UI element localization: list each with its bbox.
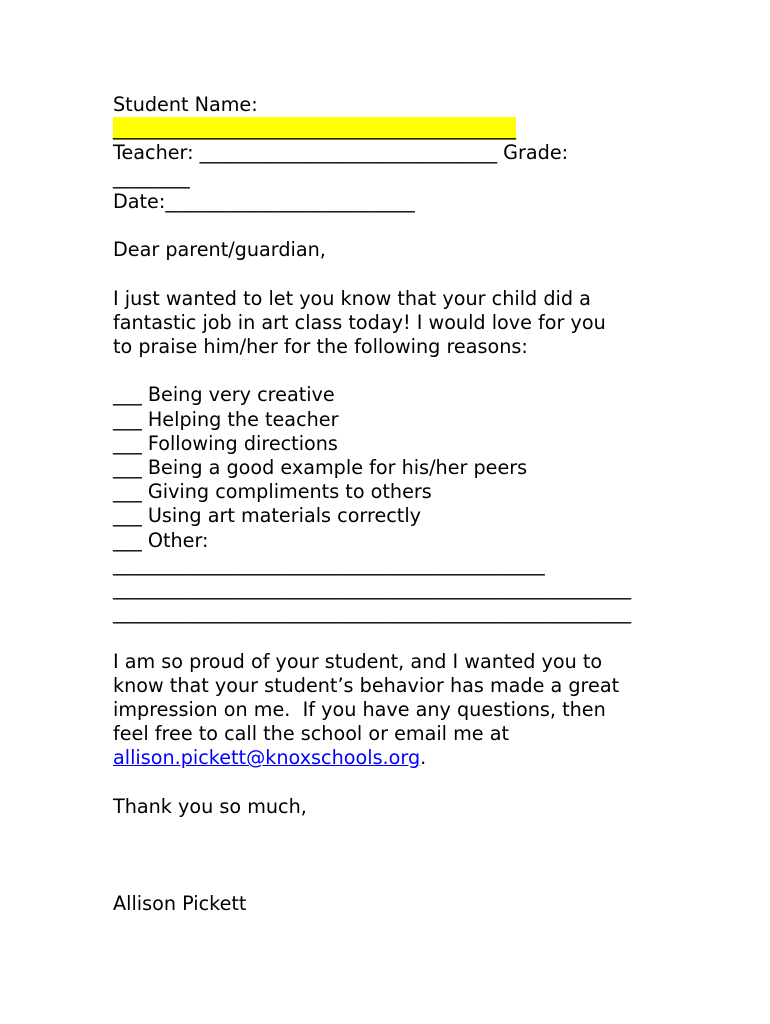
closing-line: know that your student’s behavior has made a great	[113, 673, 620, 697]
spacer	[113, 819, 673, 892]
other-blank-line[interactable]: _____________________________________________	[113, 552, 545, 576]
reason-item-compliments[interactable]: ___ Giving compliments to others	[113, 480, 432, 504]
reason-item-directions[interactable]: ___ Following directions	[113, 431, 338, 455]
closing-line: impression on me. If you have any questions, then	[113, 698, 606, 722]
student-name-field[interactable]	[113, 117, 673, 141]
reason-item-creative[interactable]: ___ Being very creative	[113, 383, 335, 407]
email-suffix: .	[420, 746, 427, 770]
spacer	[113, 359, 673, 383]
teacher-grade-line[interactable]: Teacher: _______________________________ Grade:	[113, 141, 569, 165]
reason-item-helping[interactable]: ___ Helping the teacher	[113, 407, 339, 431]
closing-line: I am so proud of your student, and I wanted you to	[113, 649, 603, 673]
salutation: Dear parent/guardian,	[113, 238, 326, 262]
reason-item-materials[interactable]: ___ Using art materials correctly	[113, 504, 422, 528]
student-name-blank[interactable]: __________________________________________	[113, 117, 516, 141]
intro-line: fantastic job in art class today! I would love for you	[113, 310, 606, 334]
spacer	[113, 625, 673, 649]
student-name-label: Student Name:	[113, 93, 258, 116]
spacer	[113, 214, 673, 238]
intro-line: to praise him/her for the following reasons:	[113, 335, 528, 358]
intro-line: I just wanted to let you know that your child did a	[113, 286, 591, 310]
grade-blank[interactable]: ________	[113, 165, 190, 189]
reason-item-other[interactable]: ___ Other:	[113, 528, 209, 552]
thanks-line: Thank you so much,	[113, 794, 307, 818]
email-link[interactable]: allison.pickett@knoxschools.org	[113, 746, 421, 770]
email-line	[113, 746, 673, 770]
other-blank-line[interactable]: ______________________________________________________	[113, 601, 632, 625]
other-blank-line[interactable]: ______________________________________________________	[113, 577, 632, 601]
letter-page	[113, 93, 673, 916]
spacer	[113, 771, 673, 795]
closing-line: feel free to call the school or email me at	[113, 722, 509, 746]
spacer	[113, 262, 673, 286]
reason-item-example[interactable]: ___ Being a good example for his/her peers	[113, 456, 528, 479]
date-line[interactable]: Date:__________________________	[113, 189, 415, 213]
signature: Allison Pickett	[113, 891, 247, 915]
